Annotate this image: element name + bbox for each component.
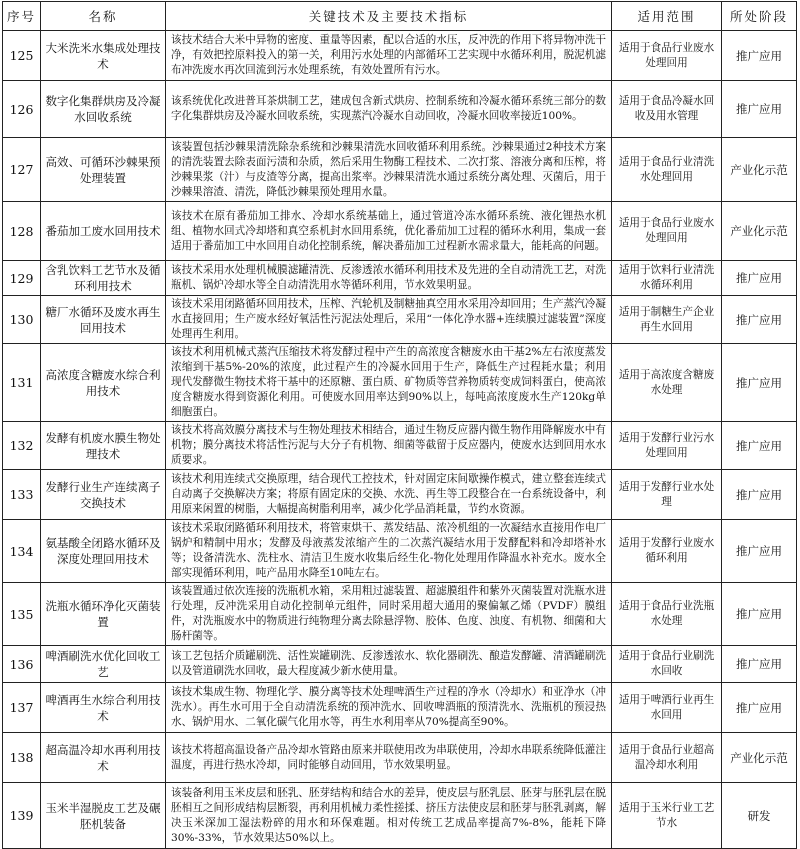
application-scope: 适用于食品行业洗瓶水处理	[612, 583, 722, 646]
technology-description: 该技术利用连续式交换原理，结合现代工控技术，针对固定床间歇操作模式，建立整套连续式自动离子交换解决方案；将原有固定床的交换、水洗、再生等工段整合在一台系统设备中，利用原来闲置的树脂，大幅提高树脂利用率，减少化学品消耗量，节约水资源。	[166, 470, 612, 520]
table-row	[3, 470, 797, 520]
application-scope: 适用于发酵行业污水处理回用	[612, 422, 722, 470]
table-row	[3, 583, 797, 646]
development-stage: 推广应用	[722, 261, 797, 296]
application-scope: 适用于啤酒行业再生水回用	[612, 683, 722, 733]
technology-description: 该系统优化改进普耳茶烘制工艺，建成包含新式烘房、控制系统和冷凝水循环系统三部分的数字化集群烘房及冷凝水回收系统，实现蒸汽冷凝水自动回收，冷凝水回收率接近100%。	[166, 81, 612, 138]
table-row	[3, 646, 797, 683]
technology-name: 大米洗米水集成处理技术	[41, 31, 166, 81]
technology-name: 啤酒再生水综合利用技术	[41, 683, 166, 733]
row-number: 137	[3, 683, 41, 733]
application-scope: 适用于发酵行业水处理	[612, 470, 722, 520]
technology-name: 高浓度含糖废水综合利用技术	[41, 344, 166, 422]
row-number: 134	[3, 520, 41, 583]
row-number: 125	[3, 31, 41, 81]
technology-name: 超高温冷却水再利用技术	[41, 733, 166, 783]
table-header-row	[3, 2, 797, 31]
development-stage: 推广应用	[722, 646, 797, 683]
development-stage: 研发	[722, 783, 797, 849]
application-scope: 适用于食品行业清洗水处理回用	[612, 138, 722, 202]
table-row	[3, 138, 797, 202]
technology-name: 发酵行业生产连续离子交换技术	[41, 470, 166, 520]
technology-description: 该工艺包括介质罐刷洗、活性炭罐刷洗、反渗透浓水、软化器刷洗、酿造发酵罐、清酒罐刷洗以及管道刷洗水回收，最大程度减少新水使用量。	[166, 646, 612, 683]
row-number: 130	[3, 296, 41, 344]
header-scope: 适用范围	[612, 2, 722, 31]
technology-description: 该技术采用闭路循环回用技术，压榨、汽轮机及制糖抽真空用水采用冷却回用；生产蒸汽冷凝水直接回用；生产废水经好氧活性污泥法处理后，采用“一体化净水器+连续膜过滤装置”深度处理再生利用。	[166, 296, 612, 344]
development-stage: 推广应用	[722, 81, 797, 138]
row-number: 138	[3, 733, 41, 783]
development-stage: 推广应用	[722, 422, 797, 470]
application-scope: 适用于玉米行业工艺节水	[612, 783, 722, 849]
technology-description: 该技术采用水处理机械膜滤罐清洗、反渗透浓水循环利用技术及先进的全自动清洗工艺，对洗瓶机、锅炉冷却水等全自动清洗用水等循环利用，节水效果明显。	[166, 261, 612, 296]
row-number: 132	[3, 422, 41, 470]
application-scope: 适用于食品行业废水处理回用	[612, 202, 722, 261]
row-number: 136	[3, 646, 41, 683]
technology-description: 该技术结合大米中异物的密度、重量等因素，配以合适的水压，反冲洗的作用下将异物冲洗干净，有效把控原料投入的第一关，利用污水处理的内部循环工艺实现中水循环利用，脱泥机滤布冲洗废水再次回流到污水处理系统，有效处置所有污水。	[166, 31, 612, 81]
row-number: 133	[3, 470, 41, 520]
header-name: 名称	[41, 2, 166, 31]
development-stage: 推广应用	[722, 683, 797, 733]
row-number: 131	[3, 344, 41, 422]
technology-description: 该技术将超高温设备产品冷却水管路由原来并联使用改为串联使用，冷却水串联系统降低灌注温度，再进行热水冷却，同时能够自动回用，节水效果明显。	[166, 733, 612, 783]
development-stage: 产业化示范	[722, 138, 797, 202]
development-stage: 推广应用	[722, 344, 797, 422]
row-number: 127	[3, 138, 41, 202]
technology-name: 玉米半湿脱皮工艺及碾胚机装备	[41, 783, 166, 849]
table-row	[3, 202, 797, 261]
technology-description: 该装置包括沙棘果清洗除杂系统和沙棘果清洗水回收循环利用系统。沙棘果通过2种技术方案的清洗装置去除表面污渍和杂质，然后采用生物酶工程技术、二次打浆、溶液分离和压榨，将沙棘果浆（汁）与皮渣等分离，提高出浆率。沙棘果清洗水通过系统分离处理、灭菌后，用于沙棘果溶渣、清洗，降低沙棘果预处理用水量。	[166, 138, 612, 202]
technology-name: 含乳饮料工艺节水及循环利用技术	[41, 261, 166, 296]
application-scope: 适用于食品行业超高温冷却水利用	[612, 733, 722, 783]
technology-table	[2, 1, 797, 849]
row-number: 135	[3, 583, 41, 646]
technology-description: 该装置通过依次连接的洗瓶机水箱，采用粗过滤装置、超滤膜组件和紫外灭菌装置对洗瓶水进行处理，反冲洗采用自动化控制单元组件，同时采用超大通用的聚偏氟乙烯（PVDF）膜组件，对洗瓶废水中的物质进行纯物理分离去除悬浮物、胶体、色度、浊度、有机物、细菌和大肠杆菌等。	[166, 583, 612, 646]
application-scope: 适用于食品行业刷洗水回收	[612, 646, 722, 683]
technology-name: 数字化集群烘房及冷凝水回收系统	[41, 81, 166, 138]
development-stage: 推广应用	[722, 31, 797, 81]
header-stage: 所处阶段	[722, 2, 797, 31]
table-row	[3, 31, 797, 81]
development-stage: 推广应用	[722, 583, 797, 646]
application-scope: 适用于高浓度含糖废水处理	[612, 344, 722, 422]
application-scope: 适用于食品冷凝水回收及用水管理	[612, 81, 722, 138]
row-number: 139	[3, 783, 41, 849]
table-row	[3, 733, 797, 783]
technology-description: 该技术将高效膜分离技术与生物处理技术相结合，通过生物反应器内微生物作用降解废水中有机物；膜分离技术将活性污泥与大分子有机物、细菌等截留于反应器内，使废水达到回用水水质要求。	[166, 422, 612, 470]
table-row	[3, 261, 797, 296]
table-row	[3, 81, 797, 138]
table-row	[3, 783, 797, 849]
table-row	[3, 683, 797, 733]
application-scope: 适用于制糖生产企业再生水回用	[612, 296, 722, 344]
development-stage: 推广应用	[722, 520, 797, 583]
technology-description: 该技术在原有番茄加工排水、冷却水系统基础上，通过管道冷冻水循环系统、液化锂热水机组、植物水回式冷却塔和真空系机封水回用系统，优化番茄加工过程的循环水利用，集成一套适用于番茄加工中水回用自动化控制系统，解决番茄加工过程新水需求量大，能耗高的问题。	[166, 202, 612, 261]
technology-description: 该装备利用玉米皮层和胚乳、胚芽结构和结合水的差异，使皮层与胚乳层、胚芽与胚乳层在脱胚相互之间形成结构层断裂，再利用机械力柔性搓揉、挤压方法使皮层和胚芽与胚乳剥离，解决玉米深加工湿法粉碎的用水和环保难题。相对传统工艺成品率提高7%-8%，能耗下降30%-33%，节水效果达50%以上。	[166, 783, 612, 849]
table-row	[3, 344, 797, 422]
development-stage: 产业化示范	[722, 733, 797, 783]
row-number: 128	[3, 202, 41, 261]
development-stage: 产业化示范	[722, 202, 797, 261]
technology-description: 该技术利用机械式蒸汽压缩技术将发酵过程中产生的高浓度含糖废水由干基2%左右浓度蒸发浓缩到干基5%-20%的浓度，此过程产生的冷凝水回用于生产，降低生产过程耗水量；利用现代发酵微生物技术将干基中的还原糖、蛋白质、矿物质等营养物质转变成饲料蛋白，使高浓度含糖废水得到资源化利用。可使废水回用率达到90%以上，每吨高浓度废水生产120kg单细胞蛋白。	[166, 344, 612, 422]
development-stage: 推广应用	[722, 296, 797, 344]
header-desc: 关键技术及主要技术指标	[166, 2, 612, 31]
technology-name: 氨基酸全闭路水循环及深度处理回用技术	[41, 520, 166, 583]
application-scope: 适用于食品行业废水处理回用	[612, 31, 722, 81]
technology-description: 该技术采取闭路循环利用技术，将管束烘干、蒸发结晶、浓冷机组的一次凝结水直接用作电厂锅炉和精制中用水；发酵及母液蒸发浓缩产生的二次蒸汽凝结水用于发酵配料和冷却塔补水等；设备清洗水、洗柱水、清洁卫生废水收集后经生化-物化处理用作降温水补充水。废水全部实现循环利用，吨产品用水降至10吨左右。	[166, 520, 612, 583]
row-number: 129	[3, 261, 41, 296]
header-num: 序号	[3, 2, 41, 31]
table-row	[3, 296, 797, 344]
table-row	[3, 520, 797, 583]
application-scope: 适用于饮料行业清洗水循环利用	[612, 261, 722, 296]
technology-name: 啤酒刷洗水优化回收工艺	[41, 646, 166, 683]
row-number: 126	[3, 81, 41, 138]
technology-name: 高效、可循环沙棘果预处理装置	[41, 138, 166, 202]
technology-table-page	[2, 1, 796, 849]
technology-name: 番茄加工废水回用技术	[41, 202, 166, 261]
table-row	[3, 422, 797, 470]
technology-description: 该技术集成生物、物理化学、膜分离等技术处理啤酒生产过程的净水（冷却水）和亚净水（冲洗水）。再生水可用于全自动清洗系统的预冲洗水、回收啤酒瓶的预清洗水、洗瓶机的预浸热水、锅炉用水、二氧化碳气化用水等，再生水利用率从70%提高至90%。	[166, 683, 612, 733]
technology-name: 糖厂水循环及废水再生回用技术	[41, 296, 166, 344]
development-stage: 推广应用	[722, 470, 797, 520]
table-body	[3, 31, 797, 849]
technology-name: 发酵有机废水膜生物处理技术	[41, 422, 166, 470]
technology-name: 洗瓶水循环净化灭菌装置	[41, 583, 166, 646]
application-scope: 适用于发酵行业废水循环利用	[612, 520, 722, 583]
